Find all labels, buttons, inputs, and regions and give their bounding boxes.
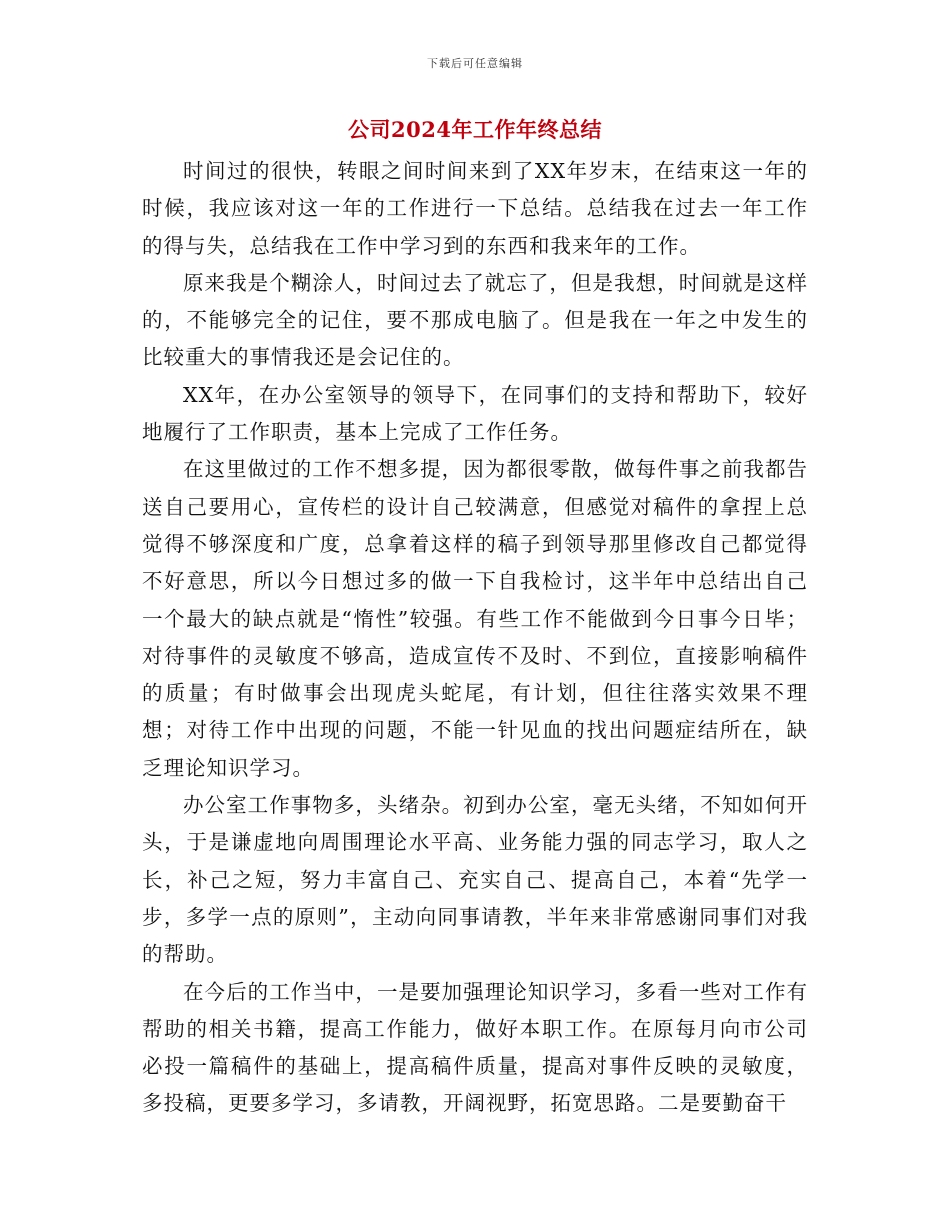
paragraph-6: 在今后的工作当中，一是要加强理论知识学习，多看一些对工作有帮助的相关书籍，提高工作能力，做好本职工作。在原每月向市公司必投一篇稿件的基础上，提高稿件质量，提高对事件反映的灵敏度，多投稿，更要多学习，多请教，开阔视野，拓宽思路。二是要勤奋干 <box>142 979 808 1116</box>
document-title: 公司2024年工作年终总结 <box>348 117 602 142</box>
paragraph-4: 在这里做过的工作不想多提，因为都很零散，做每件事之前我都告送自己要用心，宣传栏的设计自己较满意，但感觉对稿件的拿捏上总觉得不够深度和广度，总拿着这样的稿子到领导那里修改自己都觉得不好意思，所以今日想过多的做一下自我检讨，这半年中总结出自己一个最大的缺点就是“惰性”较强。有些工作不能做到今日事今日毕；对待事件的灵敏度不够高，造成宣传不及时、不到位，直接影响稿件的质量；有时做事会出现虎头蛇尾，有计划，但往往落实效果不理想；对待工作中出现的问题，不能一针见血的找出问题症结所在，缺乏理论知识学习。 <box>142 457 808 780</box>
header-note: 下载后可任意编辑 <box>427 57 523 70</box>
paragraph-3: XX年，在办公室领导的领导下，在同事们的支持和帮助下，较好地履行了工作职责，基本上完成了工作任务。 <box>142 382 808 445</box>
document-body <box>142 153 808 1123</box>
paragraph-2: 原来我是个糊涂人，时间过去了就忘了，但是我想，时间就是这样的，不能够完全的记住，要不那成电脑了。但是我在一年之中发生的比较重大的事情我还是会记住的。 <box>142 270 808 370</box>
paragraph-5: 办公室工作事物多，头绪杂。初到办公室，毫无头绪，不知如何开头，于是谦虚地向周围理论水平高、业务能力强的同志学习，取人之长，补己之短，努力丰富自己、充实自己、提高自己，本着“先学一步，多学一点的原则”，主动向同事请教，半年来非常感谢同事们对我的帮助。 <box>142 793 808 967</box>
paragraph-1: 时间过的很快，转眼之间时间来到了XX年岁末，在结束这一年的时候，我应该对这一年的工作进行一下总结。总结我在过去一年工作的得与失，总结我在工作中学习到的东西和我来年的工作。 <box>142 159 808 258</box>
